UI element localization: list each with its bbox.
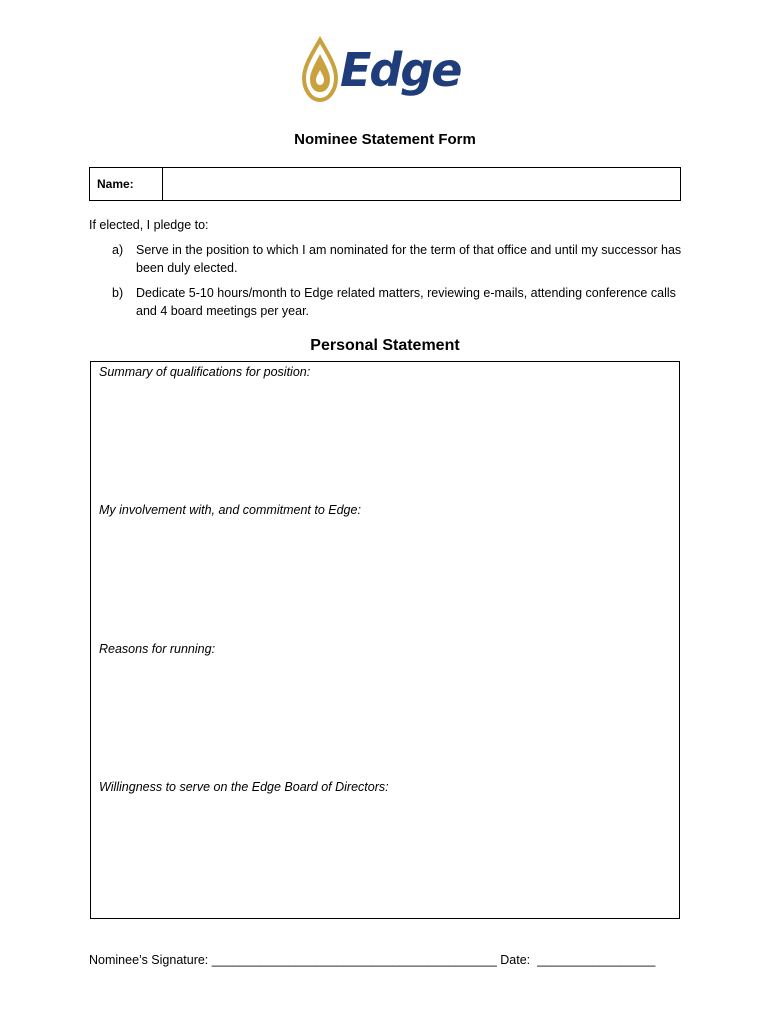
name-label: Name:: [90, 168, 163, 200]
signature-row: [89, 953, 655, 967]
signature-field[interactable]: _________________________________________: [211, 953, 497, 967]
pledge-item: [112, 284, 682, 320]
logo-wordmark: Edge: [340, 43, 461, 97]
pledge-item-text: Dedicate 5-10 hours/month to Edge related matters, reviewing e-mails, attending conference calls and 4 board meetings per year.: [136, 286, 676, 318]
form-title: Nominee Statement Form: [294, 131, 476, 148]
reasons-prompt: Reasons for running:: [99, 642, 216, 656]
date-field[interactable]: _________________: [537, 953, 656, 967]
pledge-intro: If elected, I pledge to:: [89, 218, 209, 232]
name-field[interactable]: [163, 168, 680, 200]
edge-logo: [300, 36, 472, 106]
qualifications-prompt: Summary of qualifications for position:: [99, 365, 311, 379]
pledge-item-text: Serve in the position to which I am nominated for the term of that office and until my successor has been duly elected.: [136, 243, 682, 275]
personal-statement-box[interactable]: [90, 361, 680, 919]
signature-label: Nominee’s Signature:: [89, 953, 209, 967]
pledge-item-letter: a): [112, 243, 124, 257]
pledge-item-letter: b): [112, 286, 124, 300]
willingness-prompt: Willingness to serve on the Edge Board of Directors:: [99, 780, 389, 794]
pledge-item: [112, 241, 682, 277]
name-table: [89, 167, 681, 201]
personal-statement-heading: Personal Statement: [310, 337, 460, 354]
droplet-icon: [300, 36, 340, 104]
involvement-prompt: My involvement with, and commitment to Edge:: [99, 503, 361, 517]
date-label: Date:: [500, 953, 531, 967]
